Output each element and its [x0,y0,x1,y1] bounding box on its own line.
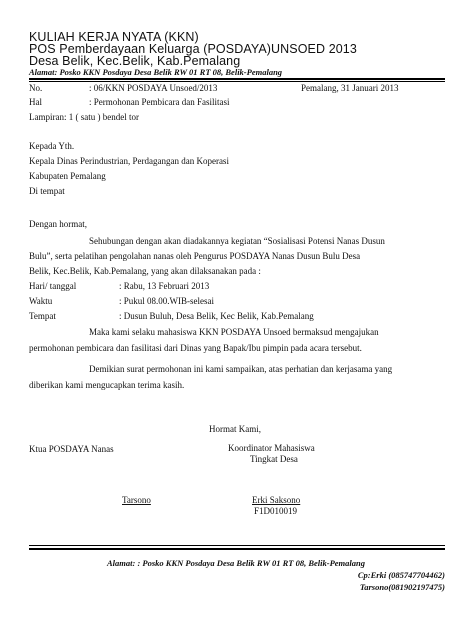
subject-value: : Permohonan Pembicara dan Fasilitasi [89,97,230,107]
recipient-greeting: Kepada Yth. [29,141,75,151]
paragraph-1-line-1: Sehubungan dengan akan diadakannya kegiatan “Sosialisasi Potensi Nanas Dusun [89,236,385,246]
left-signer-name: Tarsono [122,495,151,505]
paragraph-3-line-2: diberikan kami mengucapkan terima kasih. [29,380,185,390]
attachment: Lampiran: 1 ( satu ) bendel tor [29,112,139,122]
paragraph-1-line-2: Bulu”, serta pelatihan pengolahan nanas oleh Pengurus POSDAYA Nanas Dusun Bulu Desa [29,251,361,261]
header-address-value: : Posko KKN Posdaya Desa Belik RW 01 RT 08, Belik-Pemalang [54,67,283,77]
footer-address-value: : : Posko KKN Posdaya Desa Belik RW 01 RT 08, Belik-Pemalang [132,558,366,568]
footer-contact-2: Tarsono(081902197475) [359,582,445,592]
letter-date: Pemalang, 31 Januari 2013 [301,83,399,93]
letter-number: : 06/KKN POSDAYA Unsoed/2013 [89,83,218,93]
footer-address-label: Alamat [107,558,133,568]
schedule-label: Tempat [29,311,56,321]
right-signer-title: Koordinator Mahasiswa [228,443,315,453]
paragraph-3-line-1: Demikian surat permohonan ini kami sampaikan, atas perhatian dan kerjasama yang [89,364,393,374]
org-name: KULIAH KERJA NYATA (KKN) [29,30,199,44]
org-location: Desa Belik, Kec.Belik, Kab.Pemalang [29,54,241,68]
schedule-value: : Dusun Buluh, Desa Belik, Kec Belik, Kab.Pemalang [119,311,314,321]
salutation: Dengan hormat, [29,219,87,229]
letter-number-label: No. [29,83,43,93]
footer-rule-thin [29,545,445,546]
header-address-label: Alamat [29,67,55,77]
paragraph-1-line-3: Belik, Kec.Belik, Kab.Pemalang, yang akan dilaksanakan pada : [29,266,261,276]
left-signer-title: Ktua POSDAYA Nanas [29,444,114,454]
footer-contact-1: Cp:Erki (085747704462) [357,570,445,580]
schedule-value: : Pukul 08.00.WIB-selesai [119,296,214,306]
org-subtitle: POS Pemberdayaan Keluarga (POSDAYA)UNSOED 2013 [29,42,357,56]
header-rule-thin [29,81,445,82]
recipient-line-1: Kepala Dinas Perindustrian, Perdagangan dan Koperasi [29,156,229,166]
paragraph-2-line-1: Maka kami selaku mahasiswa KKN POSDAYA Unsoed bermaksud mengajukan [89,327,379,337]
subject-label: Hal [29,97,42,107]
paragraph-2-line-2: permohonan pembicara dan fasilitasi dari Dinas yang Bapak/Ibu pimpin pada acara tersebut. [29,343,362,353]
schedule-label: Hari/ tanggal [29,281,77,291]
schedule-label: Waktu [29,296,53,306]
header-address [29,67,282,78]
right-signer-name: Erki Saksono [252,495,301,505]
right-signer-id: F1D010019 [254,506,298,516]
footer-address [107,558,365,569]
recipient-line-3: Di tempat [29,186,65,196]
footer-rule-thick [29,548,445,550]
schedule-value: : Rabu, 13 Februari 2013 [119,281,210,291]
closing: Hormat Kami, [209,424,261,434]
right-signer-title-2: Tingkat Desa [250,454,298,464]
recipient-line-2: Kabupaten Pemalang [29,171,106,181]
header-rule-thick [29,78,445,80]
